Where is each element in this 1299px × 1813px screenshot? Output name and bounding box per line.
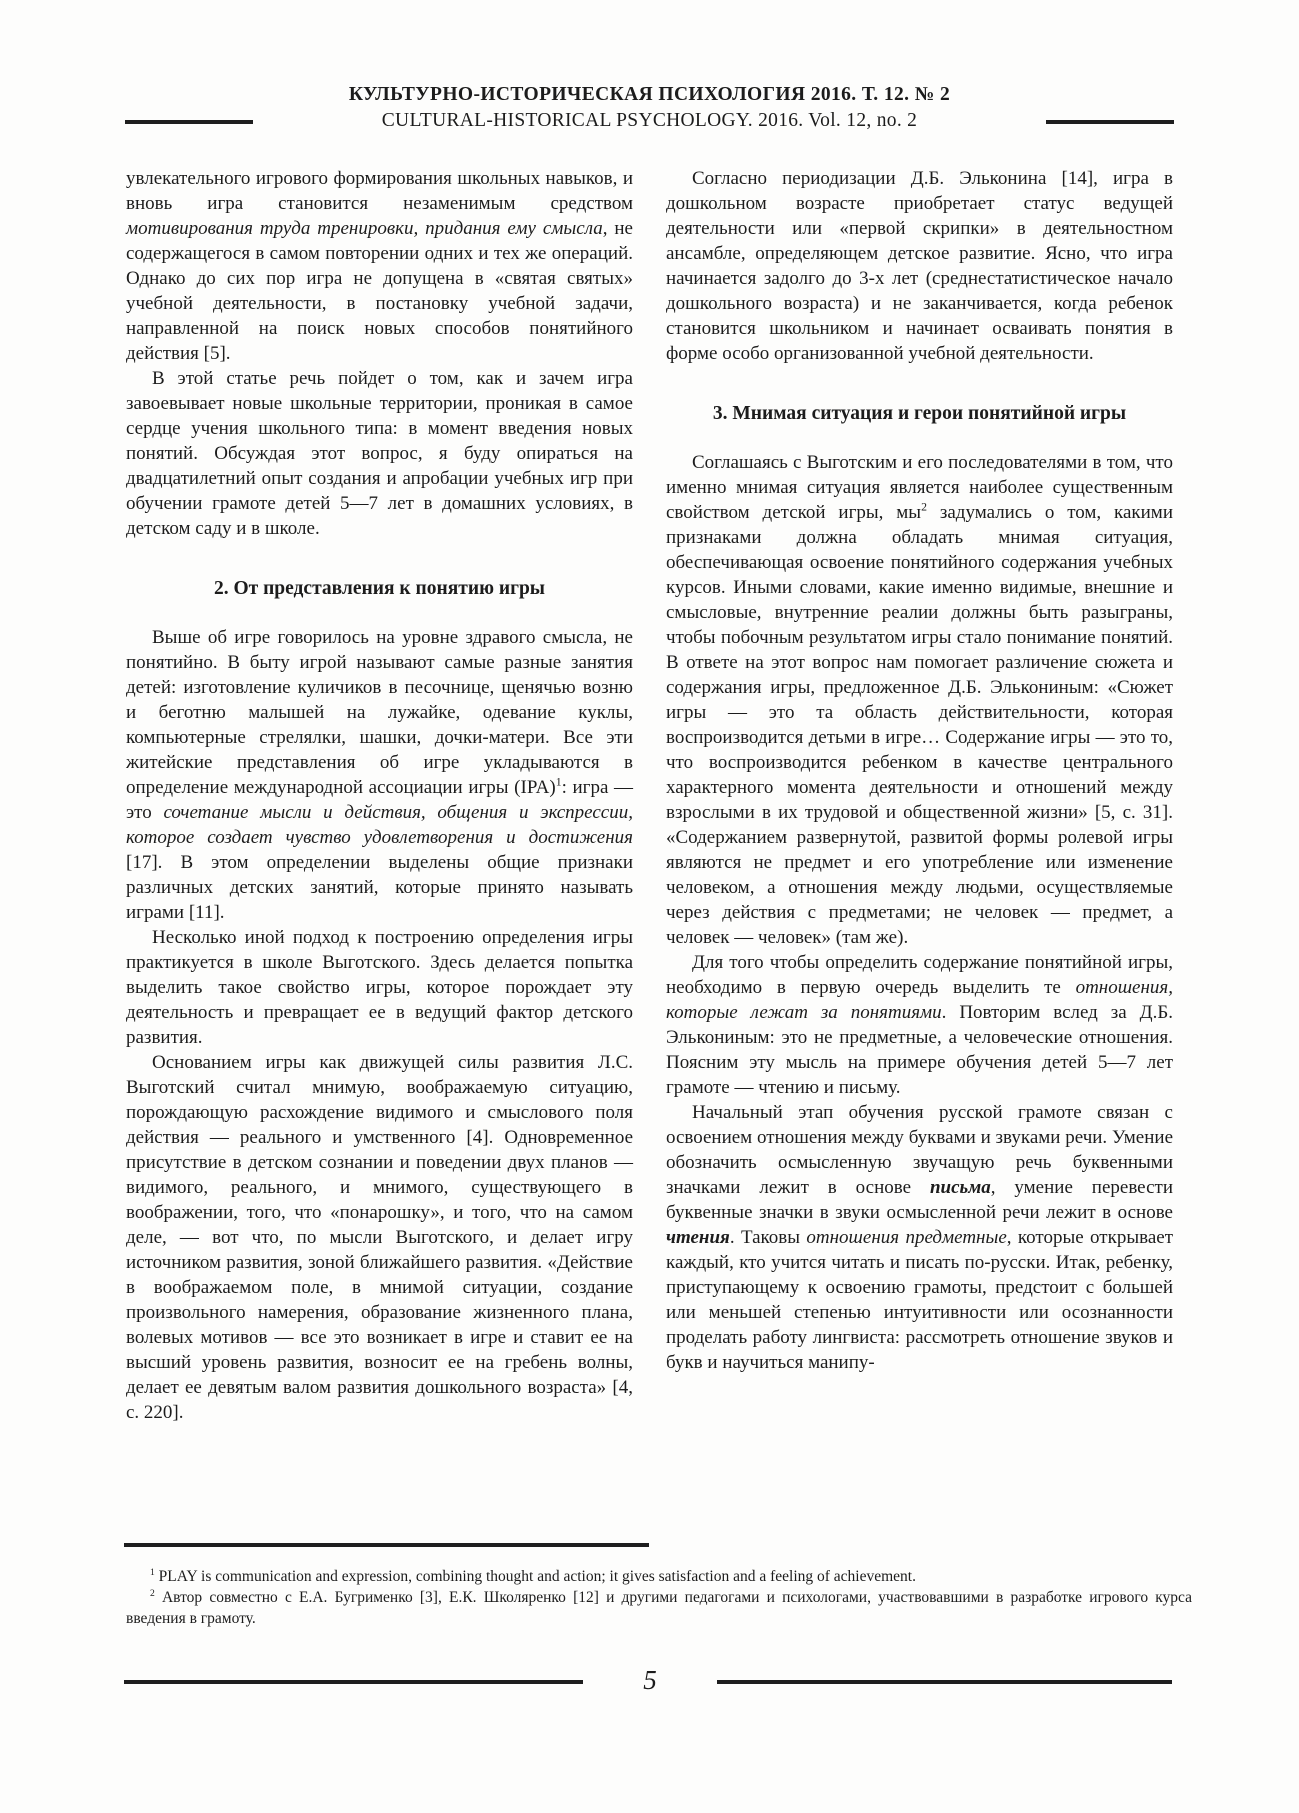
header-rule-left — [125, 120, 253, 124]
text-segment: , не содержащегося в самом повторении одних и тех же операций. Однако до сих пор игра не допущена в «святая святых» учебной деятельности, в постановку учебной задачи, направленной на поиск новых способов понятийного действия [5]. — [126, 218, 633, 364]
column-right — [666, 166, 1173, 1425]
text-segment: 2. От представления к понятию игры — [213, 578, 546, 599]
text-segment: Для того чтобы определить содержание понятийной игры, необходимо в первую очередь выделить те — [666, 952, 1173, 998]
paragraph — [126, 625, 633, 925]
text-segment: отношения, которые лежат за понятиями — [666, 977, 1173, 1023]
journal-title-ru: КУЛЬТУРНО-ИСТОРИЧЕСКАЯ ПСИХОЛОГИЯ 2016. Т. 12. № 2 — [348, 84, 951, 105]
paragraph — [126, 1587, 1192, 1629]
journal-title-en: CULTURAL-HISTORICAL PSYCHOLOGY. 2016. Vol. 12, no. 2 — [381, 110, 918, 131]
footnote-marker: 1 — [555, 775, 562, 789]
journal-header — [0, 82, 1299, 134]
text-segment: : игра — это — [126, 777, 633, 823]
text-segment: отношения предметные — [806, 1227, 1007, 1248]
paragraph — [126, 1050, 633, 1425]
text-segment: . Повторим вслед за Д.Б. Элькониным: это не предметные, а человеческие отношения. Поясним эту мысль на примере обучения детей 5—7 лет грамоте — чтению и письму. — [666, 1002, 1173, 1098]
paragraph — [126, 1566, 1192, 1587]
text-segment: Основанием игры как движущей силы развития Л.С. Выготский считал мнимую, воображаемую ситуацию, порождающую расхождение видимого и смыслового поля действия — реального и умственного [4]. Одновременное присутствие в детском сознании и поведении двух планов — видимого, реального, и мнимого, существующего в воображении, того, что «понарошку», и того, что на самом деле, — вот что, по мысли Выготского, и делает игру источником развития, зоной ближайшего развития. «Действие в воображаемом поле, в мнимой ситуации, создание произвольного намерения, образование жизненного плана, волевых мотивов — все это возникает в игре и ставит ее на высший уровень развития, возносит ее на гребень волны, делает ее девятым валом развития дошкольного возраста» [4, с. 220]. — [126, 1052, 633, 1423]
paragraph — [666, 166, 1173, 366]
page-number: 5 — [643, 1665, 657, 1695]
text-segment: . Таковы — [729, 1227, 807, 1248]
article-body — [126, 166, 1173, 1425]
section-heading — [126, 576, 633, 601]
text-segment: мотивирования труда тренировки, придания ему смысла — [126, 218, 603, 239]
footnote-marker: 1 — [150, 1566, 155, 1578]
footer-rule-left — [124, 1680, 583, 1684]
text-segment: , умение перевести буквенные значки в звуки осмысленной речи лежит в основе — [666, 1177, 1173, 1223]
paragraph — [666, 950, 1173, 1100]
text-segment: PLAY is communication and expression, combining thought and action; it gives satisfaction and a feeling of achievement. — [154, 1568, 916, 1585]
paragraph — [126, 366, 633, 541]
text-segment: письма — [929, 1177, 991, 1198]
column-left — [126, 166, 633, 1425]
text-segment: [17]. В этом определении выделены общие признаки различных детских занятий, которые принято называть играми [11]. — [126, 852, 633, 923]
paragraph — [126, 925, 633, 1050]
text-segment: увлекательного игрового формирования школьных навыков, и вновь игра становится незаменимым средством — [126, 168, 633, 214]
footer-rule-right — [717, 1680, 1172, 1684]
text-segment: 3. Мнимая ситуация и герои понятийной игры — [712, 403, 1127, 424]
text-segment: Несколько иной подход к построению определения игры практикуется в школе Выготского. Здесь делается попытка выделить такое свойство игры, которое порождает эту деятельность и превращает ее в ведущий фактор детского развития. — [126, 927, 633, 1048]
footnote-marker: 2 — [921, 500, 927, 514]
section-heading — [666, 401, 1173, 426]
text-segment: В этой статье речь пойдет о том, как и зачем игра завоевывает новые школьные территории, проникая в самое сердце учения школьного типа: в момент введения новых понятий. Обсуждая этот вопрос, я буду опираться на двадцатилетний опыт создания и апробации учебных игр при обучении грамоте детей 5—7 лет в домашних условиях, в детском саду и в школе. — [126, 368, 633, 539]
text-segment: Соглашаясь с Выготским и его последователями в том, что именно мнимая ситуация является наиболее существенным свойством детской игры, мы — [666, 452, 1173, 523]
text-segment: Выше об игре говорилось на уровне здравого смысла, не понятийно. В быту игрой называют самые разные занятия детей: изготовление куличиков в песочнице, щенячью возню и беготню малышей на лужайке, одевание куклы, компьютерные стрелялки, шашки, дочки-матери. Все эти житейские представления об игре укладываются в определение международной ассоциации игры (IPA) — [126, 627, 633, 798]
footnotes — [126, 1566, 1192, 1629]
paragraph — [666, 450, 1173, 950]
text-segment: Автор совместно с Е.А. Бугрименко [3], Е.К. Школяренко [12] и другими педагогами и психологами, участвовавшими в разработке игрового курса введения в грамоту. — [126, 1589, 1192, 1627]
footnote-separator — [124, 1543, 649, 1547]
paragraph — [126, 166, 633, 366]
text-segment: , которые открывает каждый, кто учится читать и писать по-русски. Итак, ребенку, приступающему к освоению грамоты, предстоит с большей или меньшей степенью интуитивности или осознанности проделать работу лингвиста: рассмотреть отношение звуков и букв и научиться манипу- — [666, 1227, 1173, 1373]
text-segment: Согласно периодизации Д.Б. Эльконина [14], игра в дошкольном возрасте приобретает статус ведущей деятельности или «первой скрипки» в деятельностном ансамбле, определяющем детское развитие. Ясно, что игра начинается задолго до 3-х лет (среднестатистическое начало дошкольного возраста) и не заканчивается, когда ребенок становится школьником и начинает осваивать понятия в форме особо организованной учебной деятельности. — [666, 168, 1173, 364]
text-segment: чтения — [666, 1227, 730, 1248]
text-segment: Начальный этап обучения русской грамоте связан с освоением отношения между буквами и звуками речи. Умение обозначить осмысленную звучащую речь буквенными значками лежит в основе — [666, 1102, 1173, 1198]
text-segment: сочетание мысли и действия, общения и экспрессии, которое создает чувство удовлетворения и достижения — [126, 802, 633, 848]
text-segment: задумались о том, какими признаками должна обладать мнимая ситуация, обеспечивающая освоение понятийного содержания учебных курсов. Иными словами, какие именно видимые, внешние и смысловые, внутренние реалии должны быть разыграны, чтобы побочным результатом игры стало понимание понятий. В ответе на этот вопрос нам помогает различение сюжета и содержания игры, предложенное Д.Б. Элькониным: «Сюжет игры — это та область действительности, которая воспроизводится детьми в игре… Содержание игры — это то, что воспроизводится ребенком в качестве центрального характерного момента деятельности и отношений между взрослыми в их трудовой и общественной жизни» [5, с. 31]. «Содержанием развернутой, развитой формы ролевой игры являются не предмет и его употребление или изменение человеком, а отношения между людьми, осуществляемые через действия с предметами; не человек — предмет, а человек — человек» (там же). — [666, 502, 1173, 948]
header-rule-right — [1046, 120, 1174, 124]
footnote-marker: 2 — [150, 1587, 155, 1599]
paragraph — [666, 1100, 1173, 1375]
